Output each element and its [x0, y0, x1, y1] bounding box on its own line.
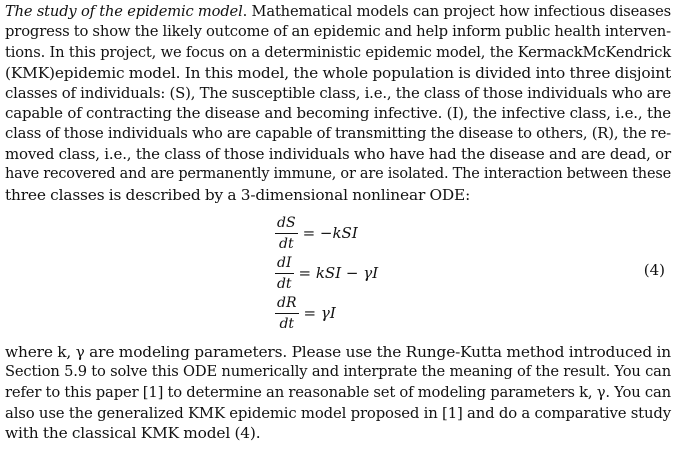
fraction-numerator: dR: [275, 295, 299, 314]
text-line: progress to show the likely outcome of an epidemic and help inform public health interven-: [5, 23, 671, 41]
equation-rhs: = γI: [303, 304, 336, 323]
derivative-fraction: [275, 255, 294, 292]
derivative-fraction: [275, 295, 299, 332]
equation-row-di: [275, 255, 378, 292]
equation-number: (4): [643, 260, 665, 279]
fraction-denominator: dt: [276, 275, 292, 292]
text-line: (KMK)epidemic model. In this model, the whole population is divided into three disjoint: [5, 63, 671, 82]
text-line: have recovered and are permanently immune, or are isolated. The interaction between these: [5, 166, 671, 183]
text-line: tions. In this project, we focus on a deterministic epidemic model, the KermackMcKendrick: [5, 43, 671, 61]
text-line: refer to this paper [1] to determine an reasonable set of modeling parameters k, γ. You can: [5, 383, 671, 401]
lead-period: .: [242, 3, 252, 20]
text-line: capable of contracting the disease and becoming infective. (I), the infective class, i.e., the: [5, 104, 671, 123]
equation-rhs: = −kSI: [302, 224, 358, 243]
text-line: moved class, i.e., the class of those individuals who have had the disease and are dead, or: [5, 145, 671, 164]
intro-paragraph: [5, 2, 671, 205]
text-line: three classes is described by a 3-dimensional nonlinear ODE:: [5, 185, 471, 204]
equation-row-dr: [275, 295, 336, 332]
document-page: [5, 2, 671, 443]
fraction-denominator: dt: [278, 235, 294, 252]
text-line-content: Mathematical models can project how infectious diseases: [251, 3, 672, 20]
instructions-paragraph: [5, 342, 671, 443]
equation-rhs: = kSI − γI: [298, 264, 379, 283]
fraction-numerator: dS: [275, 215, 298, 234]
text-line: where k, γ are modeling parameters. Please use the Runge-Kutta method introduced in: [5, 342, 671, 361]
text-line: also use the generalized KMK epidemic model proposed in [1] and do a comparative study: [5, 403, 671, 422]
text-line: class of those individuals who are capable of transmitting the disease to others, (R), the re-: [5, 124, 671, 142]
equation-row-ds: [275, 215, 358, 252]
fraction-denominator: dt: [279, 315, 295, 332]
derivative-fraction: [275, 215, 298, 252]
text-line: [5, 2, 671, 22]
fraction-numerator: dI: [275, 255, 294, 274]
text-line: with the classical KMK model (4).: [5, 424, 261, 443]
text-line: Section 5.9 to solve this ODE numerically and interprate the meaning of the result. You can: [5, 363, 671, 381]
text-line: classes of individuals: (S), The susceptible class, i.e., the class of those individuals who are: [5, 84, 671, 103]
section-lead-italic: The study of the epidemic model: [5, 3, 243, 20]
ode-equation-block: [5, 209, 671, 335]
